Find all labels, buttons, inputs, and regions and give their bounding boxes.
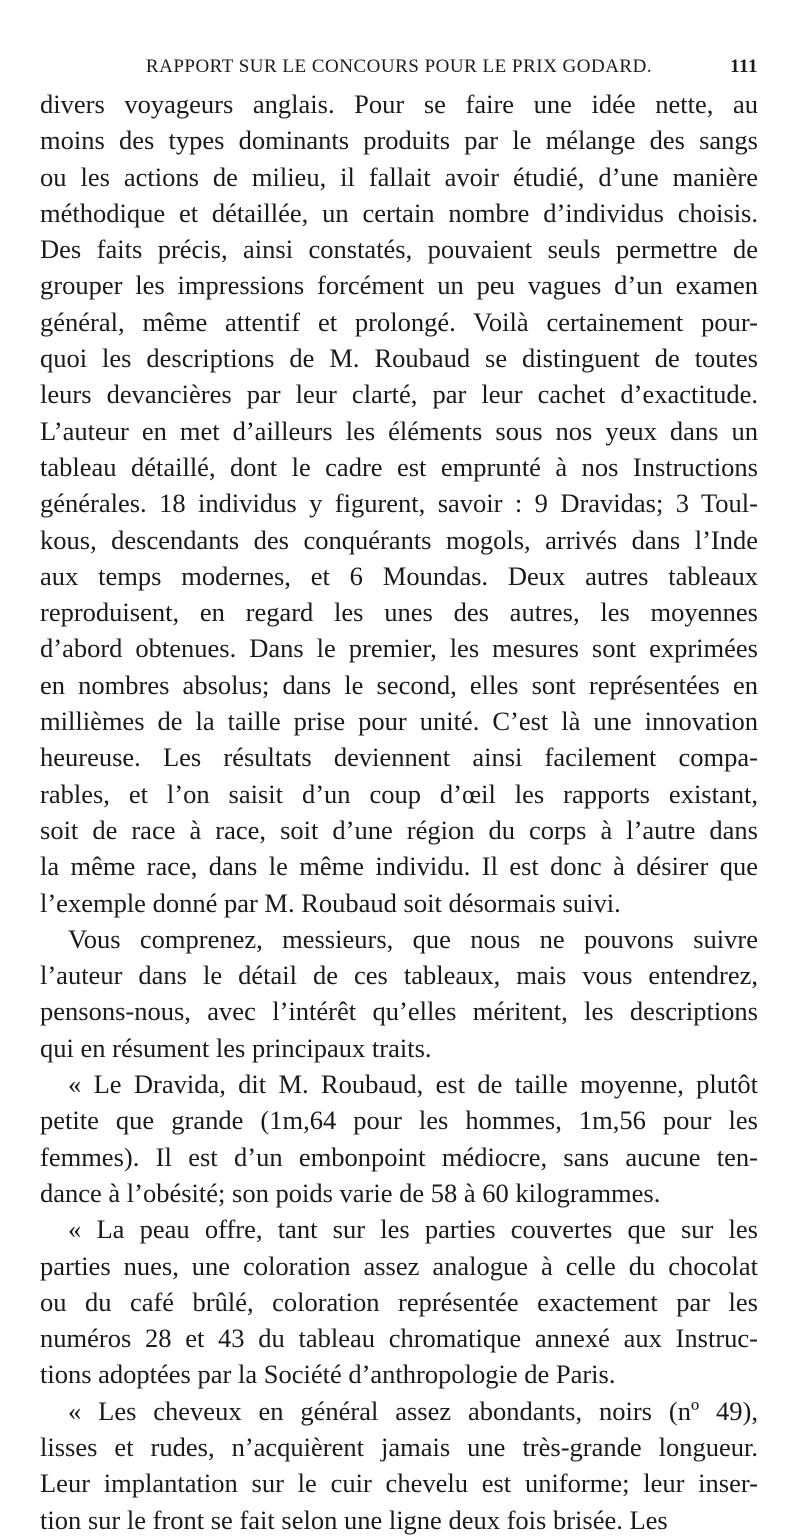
text-line: « Les cheveux en général assez abondants, noirs (nº 49),: [68, 1395, 758, 1426]
page: [40, 52, 758, 1538]
text-line: millièmes de la taille prise pour unité. C’est là une innovation: [40, 706, 758, 737]
text-line: « Le Dravida, dit M. Roubaud, est de taille moyenne, plutôt: [68, 1069, 758, 1100]
text-line: kous, descendants des conquérants mogols, arrivés dans l’Inde: [40, 524, 758, 555]
text-line: heureuse. Les résultats deviennent ainsi facilement compa-: [40, 742, 758, 773]
text-line: aux temps modernes, et 6 Moundas. Deux autres tableaux: [40, 560, 758, 591]
text-line: Leur implantation sur le cuir chevelu est uniforme; leur inser-: [40, 1468, 758, 1499]
text-line: qui en résument les principaux traits.: [40, 1032, 432, 1063]
text-line: petite que grande (1m,64 pour les hommes, 1m,56 pour les: [40, 1105, 758, 1136]
text-line: général, même attentif et prolongé. Voilà certainement pour-: [40, 306, 758, 337]
page-number: 111: [730, 56, 758, 77]
text-line: femmes). Il est d’un embonpoint médiocre, sans aucune ten-: [40, 1141, 758, 1172]
text-line: soit de race à race, soit d’une région du corps à l’autre dans: [40, 814, 758, 845]
text-line: numéros 28 et 43 du tableau chromatique annexé aux Instruc-: [40, 1323, 758, 1354]
text-line: dance à l’obésité; son poids varie de 58 à 60 kilogrammes.: [40, 1177, 661, 1208]
text-line: pensons-nous, avec l’intérêt qu’elles méritent, les descriptions: [40, 996, 758, 1027]
text-line: rables, et l’on saisit d’un coup d’œil les rapports existant,: [40, 778, 758, 809]
text-line: tableau détaillé, dont le cadre est emprunté à nos Instructions: [40, 451, 758, 482]
text-line: lisses et rudes, n’acquièrent jamais une très-grande longueur.: [40, 1431, 758, 1462]
text-line: l’auteur dans le détail de ces tableaux, mais vous entendrez,: [40, 960, 758, 991]
text-line: moins des types dominants produits par le mélange des sangs: [40, 125, 758, 156]
text-line: « La peau offre, tant sur les parties couvertes que sur les: [68, 1214, 758, 1245]
text-line: reproduisent, en regard les unes des autres, les moyennes: [40, 597, 758, 628]
running-header: [40, 52, 758, 86]
text-line: grouper les impressions forcément un peu vagues d’un examen: [40, 270, 758, 301]
body-text: [40, 86, 758, 1538]
text-line: tions adoptées par la Société d’anthropologie de Paris.: [40, 1359, 616, 1390]
text-line: parties nues, une coloration assez analogue à celle du chocolat: [40, 1250, 758, 1281]
text-line: l’exemple donné par M. Roubaud soit désormais suivi.: [40, 887, 621, 918]
text-line: en nombres absolus; dans le second, elles sont représentées en: [40, 669, 758, 700]
text-line: ou du café brûlé, coloration représentée exactement par les: [40, 1286, 758, 1317]
text-line: Vous comprenez, messieurs, que nous ne pouvons suivre: [68, 923, 758, 954]
running-title: RAPPORT SUR LE CONCOURS POUR LE PRIX GODARD.: [145, 56, 653, 77]
text-line: d’abord obtenues. Dans le premier, les mesures sont exprimées: [40, 633, 758, 664]
text-line: divers voyageurs anglais. Pour se faire une idée nette, au: [40, 89, 758, 119]
text-line: méthodique et détaillée, un certain nombre d’individus choisis.: [40, 197, 758, 228]
text-line: Des faits précis, ainsi constatés, pouvaient seuls permettre de: [40, 234, 758, 265]
text-line: leurs devancières par leur clarté, par leur cachet d’exactitude.: [40, 379, 758, 410]
text-line: tion sur le front se fait selon une ligne deux fois brisée. Les: [40, 1504, 668, 1535]
text-line: quoi les descriptions de M. Roubaud se distinguent de toutes: [40, 343, 758, 374]
text-line: générales. 18 individus y figurent, savoir : 9 Dravidas; 3 Toul-: [40, 488, 758, 519]
text-line: L’auteur en met d’ailleurs les éléments sous nos yeux dans un: [40, 415, 758, 446]
text-line: la même race, dans le même individu. Il est donc à désirer que: [40, 851, 758, 882]
text-line: ou les actions de milieu, il fallait avoir étudié, d’une manière: [40, 161, 758, 192]
